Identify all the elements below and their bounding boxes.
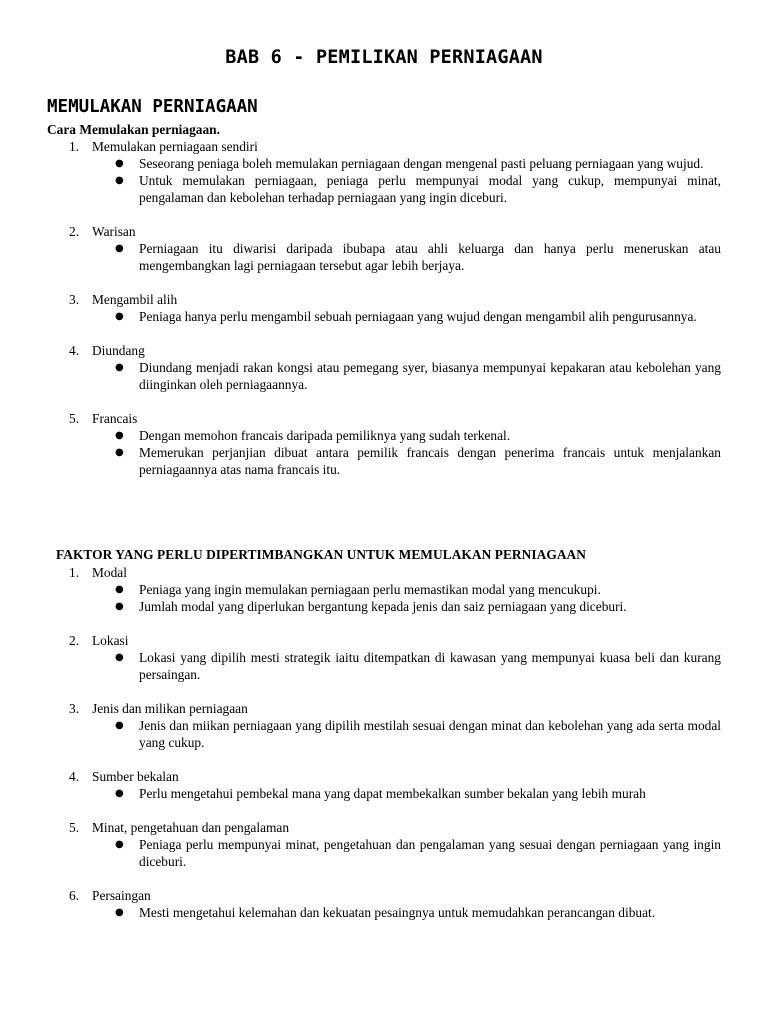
- bullet-point: [0, 836, 768, 870]
- list-item-number: 6.: [69, 888, 80, 903]
- bullet-point: [0, 649, 768, 683]
- list-item-label: Warisan: [92, 224, 136, 239]
- bullet-icon: ●: [115, 720, 124, 731]
- list-item: [0, 632, 768, 683]
- bullet-point: [0, 598, 768, 615]
- bullet-text: Perlu mengetahui pembekal mana yang dapat membekalkan sumber bekalan yang lebih murah: [139, 786, 646, 801]
- bullet-text: Dengan memohon francais daripada pemiliknya yang sudah terkenal.: [139, 428, 511, 443]
- bullet-text: Jenis dan miikan perniagaan yang dipilih mestilah sesuai dengan minat dan kebolehan yang ada serta modal yang cukup.: [139, 718, 721, 750]
- bullet-text: Mesti mengetahui kelemahan dan kekuatan pesaingnya untuk memudahkan perancangan dibuat.: [139, 905, 656, 920]
- section-subheading: Cara Memulakan perniagaan.: [47, 122, 220, 137]
- bullet-icon: ●: [115, 175, 124, 186]
- bullet-point: [0, 581, 768, 598]
- list-item-label: Persaingan: [92, 888, 151, 903]
- list-item: [0, 342, 768, 393]
- list-item: [0, 564, 768, 615]
- list-item-header: [0, 342, 768, 359]
- list-item-header: [0, 138, 768, 155]
- bullet-text: Lokasi yang dipilih mesti strategik iaitu ditempatkan di kawasan yang mempunyai kuasa beli dan kurang persaingan.: [139, 650, 721, 682]
- list-item-header: [0, 291, 768, 308]
- bullet-icon: ●: [115, 311, 124, 322]
- bullet-point: [0, 717, 768, 751]
- list-item-header: [0, 410, 768, 427]
- bullet-point: [0, 444, 768, 478]
- bullet-icon: ●: [115, 430, 124, 441]
- list-item-header: [0, 819, 768, 836]
- bullet-point: [0, 427, 768, 444]
- list-item-label: Francais: [92, 411, 138, 426]
- bullet-point: [0, 308, 768, 325]
- bullet-point: [0, 240, 768, 274]
- bullet-text: Untuk memulakan perniagaan, peniaga perlu mempunyai modal yang cukup, mempunyai minat, pengalaman dan kebolehan terhadap perniagaan yang ingin diceburi.: [139, 173, 721, 205]
- bullet-text: Peniaga perlu mempunyai minat, pengetahuan dan pengalaman yang sesuai dengan perniagaan yang ingin diceburi.: [139, 837, 721, 869]
- list-item: [0, 887, 768, 921]
- bullet-point: [0, 785, 768, 802]
- bullet-text: Jumlah modal yang diperlukan bergantung kepada jenis dan saiz perniagaan yang diceburi.: [139, 599, 627, 614]
- list-item-header: [0, 223, 768, 240]
- list-item: [0, 768, 768, 802]
- list-item-label: Sumber bekalan: [92, 769, 179, 784]
- list-item-number: 4.: [69, 343, 80, 358]
- list-item-number: 5.: [69, 411, 80, 426]
- bullet-icon: ●: [115, 243, 124, 254]
- list-item: [0, 138, 768, 206]
- list-item-header: [0, 700, 768, 717]
- bullet-icon: ●: [115, 584, 124, 595]
- bullet-text: Seseorang peniaga boleh memulakan perniagaan dengan mengenal pasti peluang perniagaan yang wujud.: [139, 156, 704, 171]
- section-heading-faktor: FAKTOR YANG PERLU DIPERTIMBANGKAN UNTUK MEMULAKAN PERNIAGAAN: [56, 547, 586, 562]
- bullet-icon: ●: [115, 362, 124, 373]
- bullet-point: [0, 155, 768, 172]
- list-item-number: 3.: [69, 701, 80, 716]
- bullet-text: Peniaga yang ingin memulakan perniagaan perlu memastikan modal yang mencukupi.: [139, 582, 601, 597]
- list-item-label: Lokasi: [92, 633, 129, 648]
- list-item: [0, 410, 768, 478]
- list-item-number: 1.: [69, 139, 80, 154]
- bullet-icon: ●: [115, 839, 124, 850]
- document-title: BAB 6 - PEMILIKAN PERNIAGAAN: [225, 47, 543, 68]
- list-item: [0, 223, 768, 274]
- list-item-header: [0, 887, 768, 904]
- bullet-icon: ●: [115, 601, 124, 612]
- list-item: [0, 819, 768, 870]
- list-item-header: [0, 768, 768, 785]
- section-heading-memulakan: MEMULAKAN PERNIAGAAN: [47, 97, 258, 117]
- list-item-number: 2.: [69, 224, 80, 239]
- bullet-icon: ●: [115, 788, 124, 799]
- list-item-label: Jenis dan milikan perniagaan: [92, 701, 248, 716]
- list-item-number: 4.: [69, 769, 80, 784]
- bullet-point: [0, 359, 768, 393]
- list-item-header: [0, 564, 768, 581]
- list-item-label: Modal: [92, 565, 127, 580]
- list-item-number: 1.: [69, 565, 80, 580]
- bullet-text: Diundang menjadi rakan kongsi atau pemegang syer, biasanya mempunyai kepakaran atau kebolehan yang diinginkan oleh perniagaannya.: [139, 360, 721, 392]
- bullet-text: Memerukan perjanjian dibuat antara pemilik francais dengan penerima francais untuk menjalankan perniagaannya atas nama francais itu.: [139, 445, 721, 477]
- list-item: [0, 291, 768, 325]
- list-item-label: Memulakan perniagaan sendiri: [92, 139, 258, 154]
- section2-list: [0, 564, 768, 921]
- section1-list: [0, 138, 768, 478]
- bullet-point: [0, 904, 768, 921]
- bullet-text: Peniaga hanya perlu mengambil sebuah perniagaan yang wujud dengan mengambil alih pengurusannya.: [139, 309, 697, 324]
- list-item-label: Minat, pengetahuan dan pengalaman: [92, 820, 290, 835]
- bullet-icon: ●: [115, 907, 124, 918]
- list-item-number: 2.: [69, 633, 80, 648]
- list-item-label: Mengambil alih: [92, 292, 178, 307]
- bullet-icon: ●: [115, 158, 124, 169]
- list-item-number: 5.: [69, 820, 80, 835]
- bullet-text: Perniagaan itu diwarisi daripada ibubapa atau ahli keluarga dan hanya perlu meneruskan atau mengembangkan lagi perniagaan tersebut agar lebih berjaya.: [139, 241, 721, 273]
- bullet-point: [0, 172, 768, 206]
- list-item-header: [0, 632, 768, 649]
- bullet-icon: ●: [115, 447, 124, 458]
- list-item-number: 3.: [69, 292, 80, 307]
- list-item-label: Diundang: [92, 343, 145, 358]
- bullet-icon: ●: [115, 652, 124, 663]
- list-item: [0, 700, 768, 751]
